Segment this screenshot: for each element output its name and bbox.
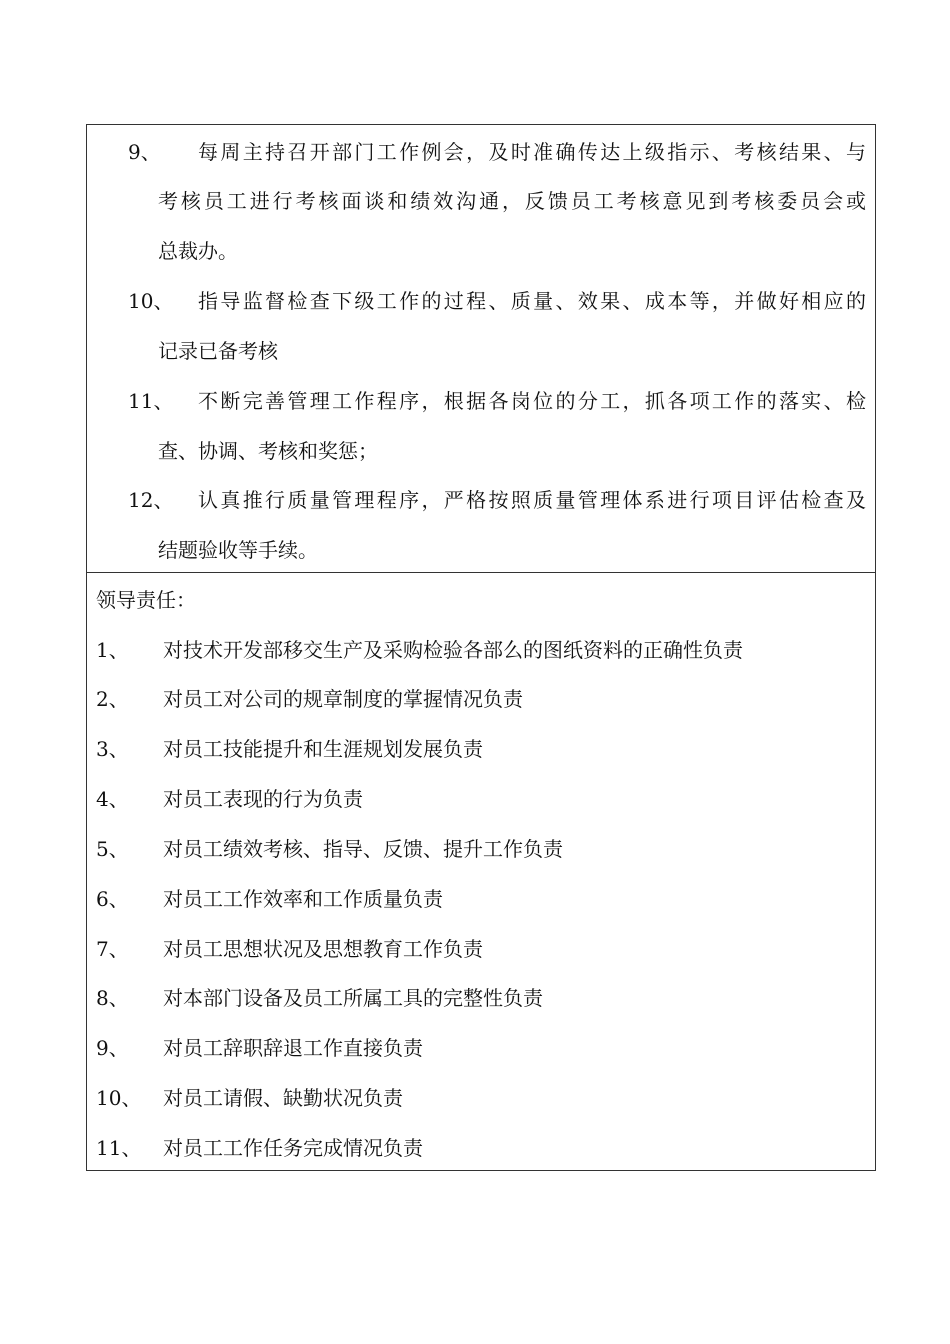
duty-text-line: 不断完善管理工作程序，根据各岗位的分工，抓各项工作的落实、检 [198,389,866,413]
duty-number: 9、 [128,140,161,164]
leadership-item-number: 7、 [96,937,129,961]
leadership-item-text: 对员工请假、缺勤状况负责 [163,1086,403,1110]
duty-text-line: 认真推行质量管理程序，严格按照质量管理体系进行项目评估检查及 [198,488,866,512]
leadership-item-text: 对员工绩效考核、指导、反馈、提升工作负责 [163,837,563,861]
leadership-item-number: 5、 [96,837,129,861]
duty-text-line: 考核员工进行考核面谈和绩效沟通，反馈员工考核意见到考核委员会或 [158,189,866,213]
duty-text-line: 指导监督检查下级工作的过程、质量、效果、成本等，并做好相应的 [198,289,866,313]
duty-text-line: 结题验收等手续。 [158,538,318,562]
leadership-item-text: 对技术开发部移交生产及采购检验各部么的图纸资料的正确性负责 [163,638,743,662]
leadership-item-number: 2、 [96,687,129,711]
leadership-item-text: 对员工对公司的规章制度的掌握情况负责 [163,687,523,711]
leadership-item-text: 对员工思想状况及思想教育工作负责 [163,937,483,961]
leadership-item-number: 10、 [96,1086,142,1110]
leadership-item-text: 对本部门设备及员工所属工具的完整性负责 [163,986,543,1010]
leadership-item-text: 对员工辞职辞退工作直接负责 [163,1036,423,1060]
duty-text-line: 总裁办。 [158,239,238,263]
leadership-item-number: 4、 [96,787,129,811]
duty-text-line: 查、协调、考核和奖惩； [158,439,378,463]
leadership-item-number: 11、 [96,1136,142,1160]
duty-number: 11、 [128,389,174,413]
leadership-heading: 领导责任： [96,588,196,612]
leadership-item-text: 对员工工作任务完成情况负责 [163,1136,423,1160]
leadership-item-number: 6、 [96,887,129,911]
duty-number: 10、 [128,289,174,313]
duty-text-line: 记录已备考核 [158,339,278,363]
leadership-item-text: 对员工工作效率和工作质量负责 [163,887,443,911]
leadership-item-number: 3、 [96,737,129,761]
leadership-item-number: 9、 [96,1036,129,1060]
section-divider [86,572,876,573]
leadership-item-text: 对员工表现的行为负责 [163,787,363,811]
leadership-item-number: 1、 [96,638,129,662]
duty-text-line: 每周主持召开部门工作例会，及时准确传达上级指示、考核结果、与 [198,140,866,164]
leadership-item-number: 8、 [96,986,129,1010]
leadership-item-text: 对员工技能提升和生涯规划发展负责 [163,737,483,761]
duty-number: 12、 [128,488,174,512]
